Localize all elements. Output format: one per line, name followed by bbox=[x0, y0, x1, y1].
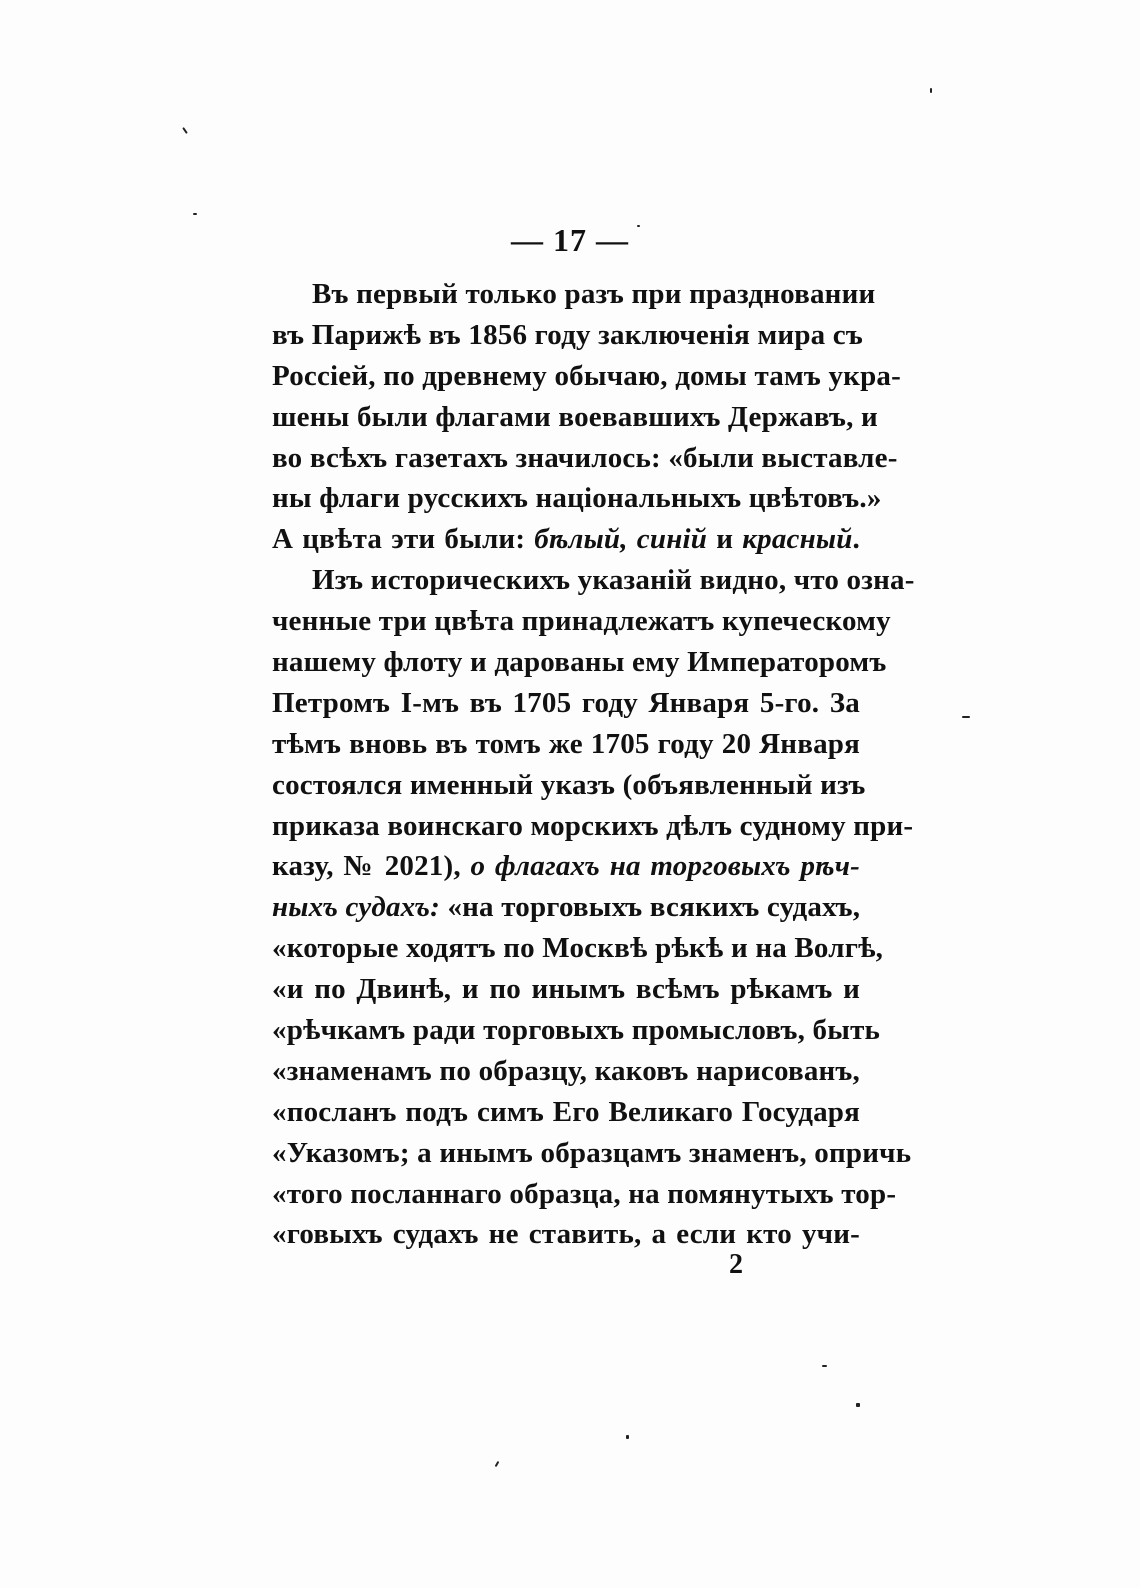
text-line bbox=[272, 846, 860, 887]
text-line: Россіей, по древнему обычаю, домы тамъ укра- bbox=[272, 359, 901, 392]
text-line: шены были флагами воевавшихъ Державъ, и bbox=[272, 400, 878, 433]
text-line: «знаменамъ по образцу, каковъ нарисованъ, bbox=[272, 1054, 860, 1087]
text-segment: «на торговыхъ всякихъ судахъ, bbox=[440, 891, 861, 924]
text-line bbox=[272, 887, 860, 928]
scan-speck bbox=[626, 1435, 629, 1439]
scan-speck bbox=[495, 1461, 500, 1467]
scan-speck bbox=[637, 225, 640, 227]
text-segment: о флагахъ на торговыхъ рѣч- bbox=[470, 850, 860, 883]
text-line: во всѣхъ газетахъ значилось: «были выставле- bbox=[272, 441, 898, 474]
text-line: состоялся именный указъ (объявленный изъ bbox=[272, 768, 866, 801]
scan-speck bbox=[856, 1403, 860, 1407]
text-line bbox=[272, 519, 860, 560]
text-segment: А цвѣта эти были: bbox=[272, 523, 535, 556]
text-line: «и по Двинѣ, и по инымъ всѣмъ рѣкамъ и bbox=[272, 973, 860, 1006]
text-segment: и bbox=[707, 523, 743, 556]
text-line: нашему флоту и дарованы ему Императоромъ bbox=[272, 646, 887, 679]
text-segment: красный bbox=[742, 523, 853, 556]
text-line: «которые ходятъ по Москвѣ рѣкѣ и на Волгѣ, bbox=[272, 932, 884, 965]
signature-mark: 2 bbox=[729, 1249, 743, 1280]
text-line: Петромъ I-мъ въ 1705 году Января 5-го. За bbox=[272, 686, 860, 719]
text-line: ны флаги русскихъ національныхъ цвѣтовъ.» bbox=[272, 482, 882, 515]
text-line: «рѣчкамъ ради торговыхъ промысловъ, быть bbox=[272, 1014, 881, 1047]
scan-speck bbox=[182, 127, 188, 134]
text-line: тѣмъ вновь въ томъ же 1705 году 20 Января bbox=[272, 727, 860, 760]
text-line: Въ первый только разъ при праздновании bbox=[312, 278, 876, 310]
text-line: приказа воинскаго морскихъ дѣлъ судному при- bbox=[272, 809, 914, 842]
text-segment: бѣлый, синій bbox=[534, 523, 708, 556]
scan-speck bbox=[962, 716, 970, 718]
text-line: «Указомъ; а инымъ образцамъ знаменъ, опричь bbox=[272, 1136, 912, 1169]
text-line: «того посланнаго образца, на помянутыхъ тор- bbox=[272, 1177, 897, 1210]
scan-speck bbox=[822, 1365, 827, 1367]
scan-speck bbox=[193, 213, 197, 215]
text-line: Изъ историческихъ указаній видно, что озна- bbox=[312, 564, 915, 597]
page-number: — 17 — bbox=[511, 222, 629, 258]
text-segment: ныхъ судахъ: bbox=[272, 891, 440, 924]
scan-speck bbox=[930, 88, 932, 93]
text-line: «говыхъ судахъ не ставить, а если кто учи- bbox=[272, 1218, 860, 1251]
body-text bbox=[272, 274, 915, 1255]
text-segment: . bbox=[852, 523, 860, 556]
text-line: «посланъ подъ симъ Его Великаго Государя bbox=[272, 1095, 860, 1128]
text-line: въ Парижѣ въ 1856 году заключенія мира съ bbox=[272, 318, 863, 351]
text-line: ченные три цвѣта принадлежатъ купеческому bbox=[272, 605, 891, 638]
text-segment: казу, № 2021), bbox=[272, 850, 471, 883]
